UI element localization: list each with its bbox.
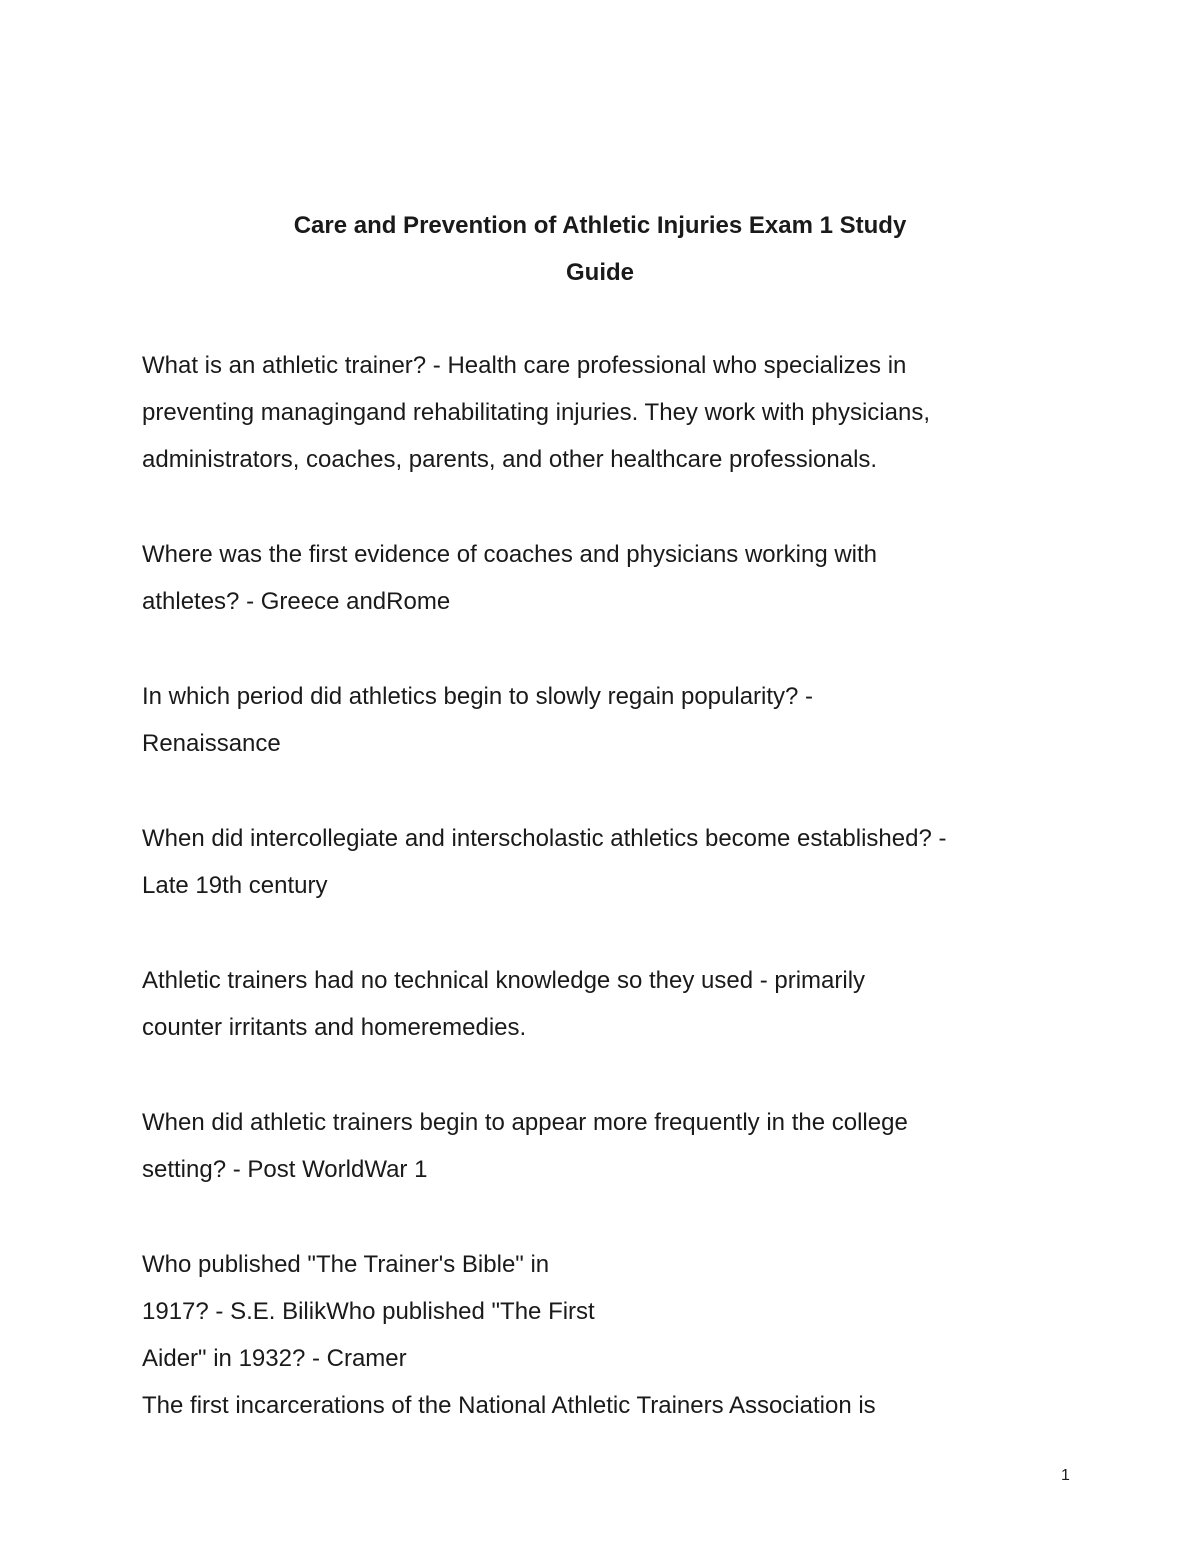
paragraph-line: Aider" in 1932? - Cramer (142, 1345, 407, 1372)
paragraph-publications (142, 1241, 1102, 1429)
paragraph-renaissance (142, 673, 1102, 767)
paragraph-line: When did athletic trainers begin to appear more frequently in the college (142, 1109, 908, 1136)
paragraph-line: counter irritants and homeremedies. (142, 1014, 527, 1041)
title-line: Care and Prevention of Athletic Injuries Exam 1 Study (293, 212, 907, 239)
paragraph-line: administrators, coaches, parents, and other healthcare professionals. (142, 446, 878, 473)
title-line: Guide (565, 259, 634, 286)
paragraph-line: What is an athletic trainer? - Health care professional who specializes in (142, 352, 907, 379)
paragraph-line: The first incarcerations of the National Athletic Trainers Association is (142, 1392, 876, 1419)
paragraph-technical-knowledge (142, 957, 1102, 1051)
document-title (0, 202, 1200, 296)
paragraph-college-setting (142, 1099, 1102, 1193)
paragraph-line: preventing managingand rehabilitating injuries. They work with physicians, (142, 399, 930, 426)
page-number: 1 (1061, 1467, 1070, 1484)
paragraph-line: When did intercollegiate and interscholastic athletics become established? - (142, 825, 947, 852)
paragraph-line: Who published "The Trainer's Bible" in (142, 1251, 550, 1278)
paragraph-first-evidence (142, 531, 1102, 625)
paragraph-intercollegiate (142, 815, 1102, 909)
paragraph-athletic-trainer (142, 342, 1102, 483)
paragraph-line: Where was the first evidence of coaches and physicians working with (142, 541, 878, 568)
paragraph-line: athletes? - Greece andRome (142, 588, 451, 615)
paragraph-line: Late 19th century (142, 872, 328, 899)
paragraph-line: setting? - Post WorldWar 1 (142, 1156, 428, 1183)
paragraph-line: Athletic trainers had no technical knowledge so they used - primarily (142, 967, 866, 994)
paragraph-line: In which period did athletics begin to slowly regain popularity? - (142, 683, 814, 710)
paragraph-line: Renaissance (142, 730, 281, 757)
paragraph-line: 1917? - S.E. BilikWho published "The First (142, 1298, 595, 1325)
